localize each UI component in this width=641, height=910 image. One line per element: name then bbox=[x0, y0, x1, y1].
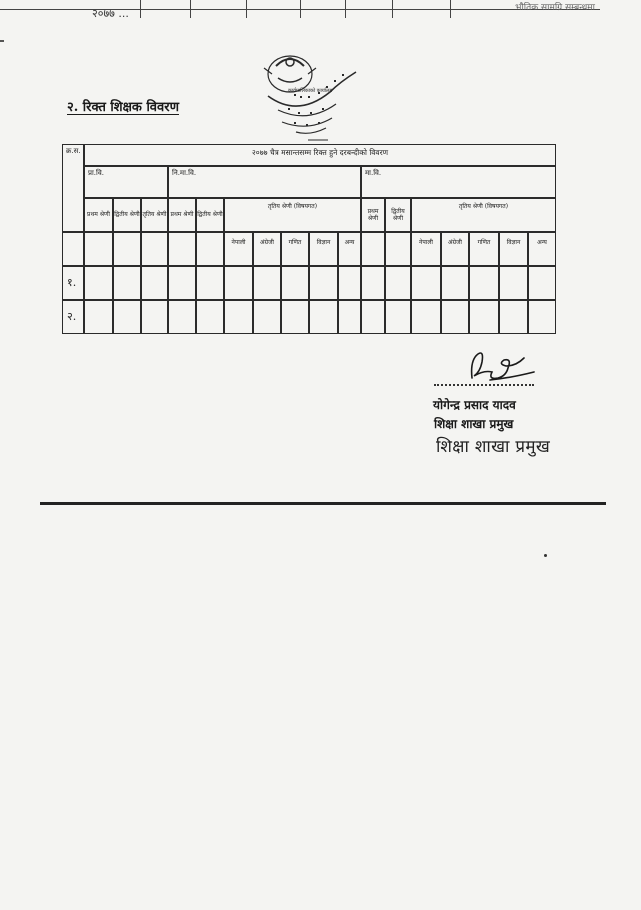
data-cell bbox=[224, 300, 253, 334]
data-cell bbox=[253, 266, 281, 300]
data-cell bbox=[338, 300, 361, 334]
section-title: २. रिक्त शिक्षक विवरण bbox=[67, 100, 179, 115]
strip-divider bbox=[392, 0, 393, 18]
subject-header: नेपाली bbox=[411, 232, 441, 266]
signatory-stamp: शिक्षा शाखा प्रमुख bbox=[436, 437, 551, 457]
col-header: द्वितीय श्रेणी bbox=[196, 198, 224, 232]
col-header: तृतिय श्रेणी bbox=[141, 198, 168, 232]
data-cell bbox=[224, 266, 253, 300]
data-cell bbox=[281, 266, 309, 300]
horizontal-rule bbox=[40, 502, 606, 505]
data-cell bbox=[338, 266, 361, 300]
signature-line bbox=[434, 376, 534, 386]
blank-cell bbox=[113, 232, 141, 266]
data-cell bbox=[361, 300, 385, 334]
data-cell bbox=[281, 300, 309, 334]
data-cell bbox=[196, 300, 224, 334]
subject-header: अंग्रेजी bbox=[441, 232, 469, 266]
edge-mark bbox=[0, 40, 4, 42]
signatory-name: योगेन्द्र प्रसाद यादव bbox=[433, 398, 516, 412]
data-cell bbox=[141, 266, 168, 300]
top-cropped-strip bbox=[0, 0, 641, 22]
strip-fragment-left: २०७७ ... bbox=[92, 7, 129, 20]
col-header-subject-group: तृतिय श्रेणी (विषयगत) bbox=[411, 198, 556, 232]
table-main-header: २०७७ चैत्र मसान्तसम्म रिक्त हुने दरबन्दीको विवरण bbox=[84, 144, 556, 166]
subject-header: अन्य bbox=[338, 232, 361, 266]
data-cell bbox=[499, 300, 528, 334]
group-secondary: मा.वि. bbox=[361, 166, 556, 198]
subject-header: विज्ञान bbox=[499, 232, 528, 266]
data-cell bbox=[168, 266, 196, 300]
subject-header: अन्य bbox=[528, 232, 556, 266]
vacancy-table bbox=[62, 144, 556, 334]
subject-header: अंग्रेजी bbox=[253, 232, 281, 266]
row-number: १. bbox=[62, 266, 84, 300]
paper-speck bbox=[544, 554, 547, 557]
col-header: द्वितीय श्रेणी bbox=[385, 198, 411, 232]
signatory-title: शिक्षा शाखा प्रमुख bbox=[434, 417, 514, 431]
col-header: प्रथम श्रेणी bbox=[361, 198, 385, 232]
col-header: द्वितीय श्रेणी bbox=[113, 198, 141, 232]
subject-header: गणित bbox=[281, 232, 309, 266]
subject-header: विज्ञान bbox=[309, 232, 338, 266]
row-number: २. bbox=[62, 300, 84, 334]
strip-divider bbox=[300, 0, 301, 18]
blank-cell bbox=[196, 232, 224, 266]
data-cell bbox=[385, 266, 411, 300]
data-cell bbox=[141, 300, 168, 334]
data-cell bbox=[113, 300, 141, 334]
blank-cell bbox=[168, 232, 196, 266]
subject-header: नेपाली bbox=[224, 232, 253, 266]
data-cell bbox=[528, 266, 556, 300]
strip-divider bbox=[140, 0, 141, 18]
blank-cell bbox=[84, 232, 113, 266]
group-primary: प्रा.वि. bbox=[84, 166, 168, 198]
data-cell bbox=[84, 266, 113, 300]
strip-fragment-right: भौतिक सामग्रि सम्बन्धमा bbox=[515, 3, 595, 13]
data-cell bbox=[361, 266, 385, 300]
data-cell bbox=[168, 300, 196, 334]
blank-cell bbox=[385, 232, 411, 266]
data-cell bbox=[469, 266, 499, 300]
data-cell bbox=[499, 266, 528, 300]
blank-cell bbox=[361, 232, 385, 266]
data-cell bbox=[113, 266, 141, 300]
data-cell bbox=[411, 266, 441, 300]
seal-text: कार्यपालिकाको कार्यालय bbox=[288, 88, 333, 94]
subject-header: गणित bbox=[469, 232, 499, 266]
data-cell bbox=[528, 300, 556, 334]
data-cell bbox=[385, 300, 411, 334]
data-cell bbox=[441, 300, 469, 334]
data-cell bbox=[411, 300, 441, 334]
data-cell bbox=[84, 300, 113, 334]
strip-divider bbox=[345, 0, 346, 18]
serial-header: क्र.स. bbox=[62, 144, 84, 232]
col-header-subject-group: तृतिय श्रेणी (विषयगत) bbox=[224, 198, 361, 232]
strip-divider bbox=[450, 0, 451, 18]
data-cell bbox=[309, 266, 338, 300]
data-cell bbox=[253, 300, 281, 334]
col-header: प्रथम श्रेणी bbox=[84, 198, 113, 232]
data-cell bbox=[469, 300, 499, 334]
data-cell bbox=[441, 266, 469, 300]
strip-divider bbox=[190, 0, 191, 18]
col-header: प्रथम श्रेणी bbox=[168, 198, 196, 232]
blank-cell bbox=[62, 232, 84, 266]
blank-cell bbox=[141, 232, 168, 266]
group-lower-secondary: नि.मा.वि. bbox=[168, 166, 361, 198]
data-cell bbox=[196, 266, 224, 300]
office-seal-icon bbox=[238, 36, 366, 148]
strip-divider bbox=[246, 0, 247, 18]
data-cell bbox=[309, 300, 338, 334]
